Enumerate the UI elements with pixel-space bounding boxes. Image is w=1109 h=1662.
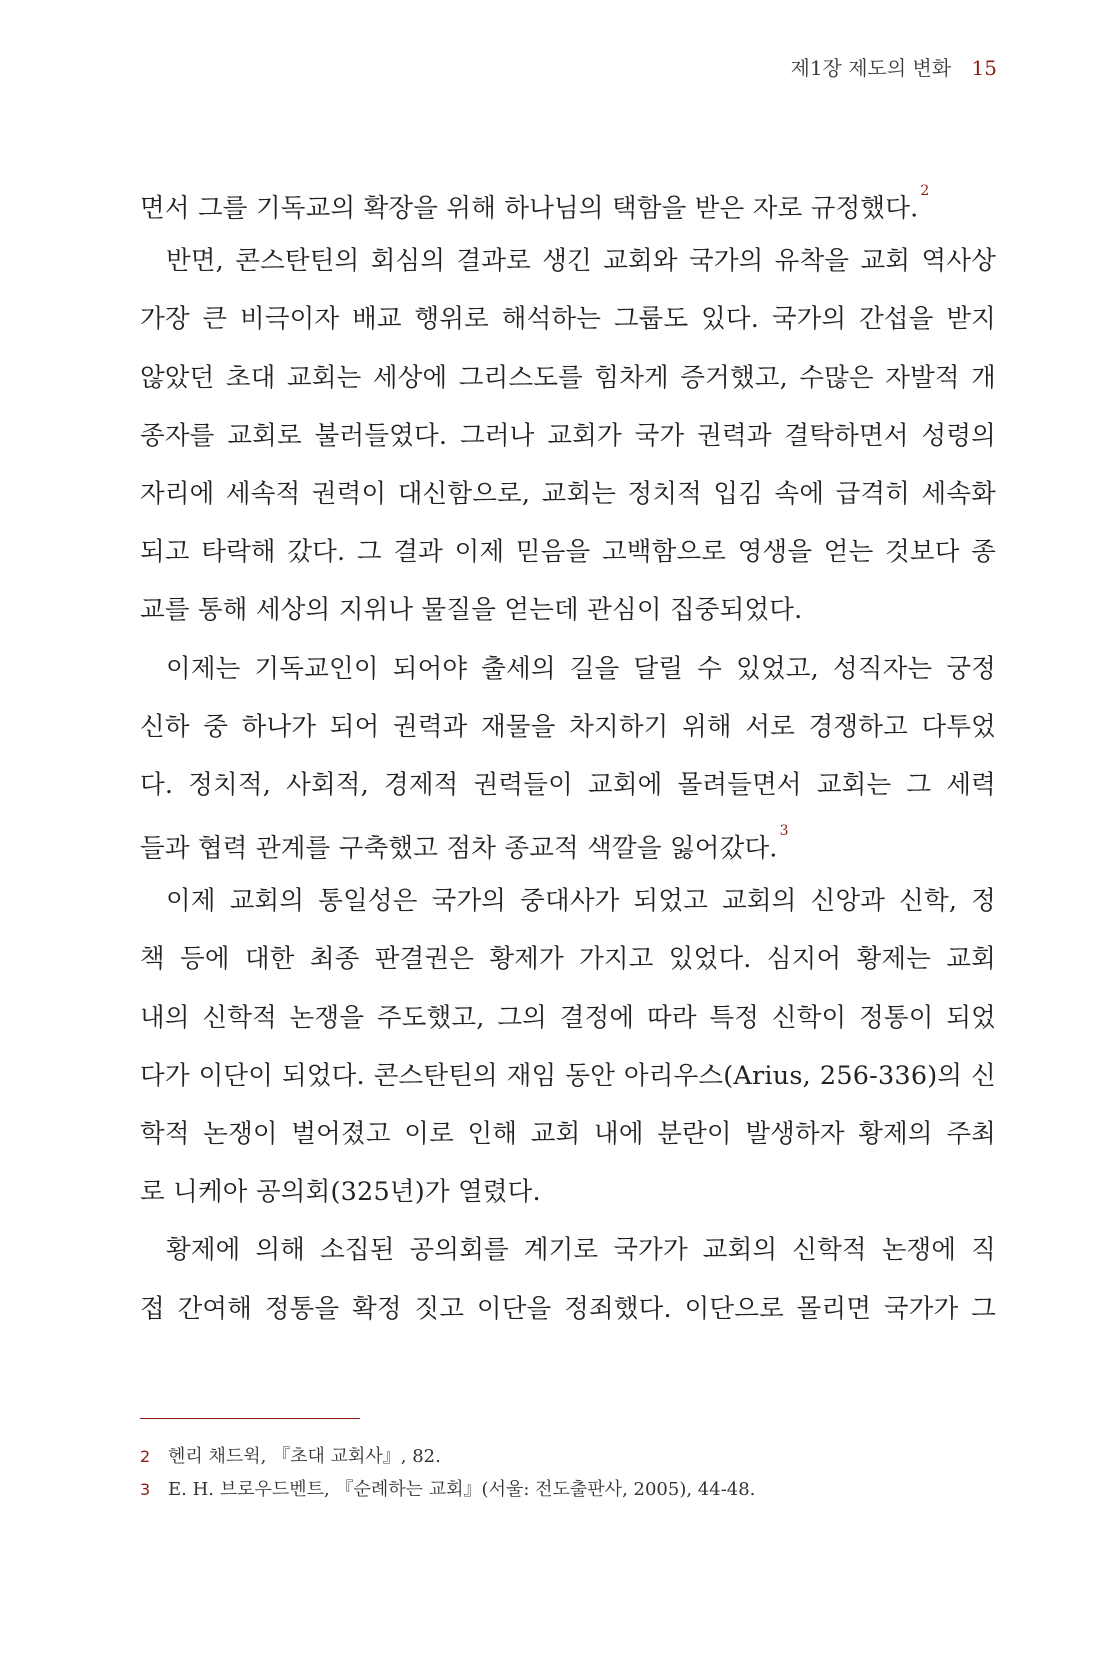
- line-text: 면서 그를 기독교의 확장을 위해 하나님의 택함을 받은 자로 규정했다.: [140, 193, 919, 224]
- footnote-number: 3: [140, 1480, 151, 1499]
- text-line: 책 등에 대한 최종 판결권은 황제가 가지고 있었다. 심지어 황제는 교회: [140, 944, 996, 975]
- text-line: 자리에 세속적 권력이 대신함으로, 교회는 정치적 입김 속에 급격히 세속화: [140, 478, 996, 509]
- footnote-ref[interactable]: 3: [779, 823, 789, 840]
- text-line: 종자를 교회로 불러들였다. 그러나 교회가 국가 권력과 결탁하면서 성령의: [140, 420, 996, 451]
- text-line: 이제는 기독교인이 되어야 출세의 길을 달릴 수 있었고, 성직자는 궁정: [166, 653, 996, 684]
- footnote-divider: [140, 1418, 360, 1419]
- footnotes: [140, 1440, 1000, 1506]
- footnote-text: E. H. 브로우드벤트, 『순례하는 교회』(서울: 전도출판사, 2005), 44-48.: [168, 1479, 756, 1500]
- text-line: 신하 중 하나가 되어 권력과 재물을 차지하기 위해 서로 경쟁하고 다투었: [140, 711, 996, 742]
- text-line: [140, 174, 996, 232]
- body-text: [140, 174, 996, 1338]
- footnote-item: [140, 1440, 1000, 1473]
- text-line: 않았던 초대 교회는 세상에 그리스도를 힘차게 증거했고, 수많은 자발적 개: [140, 362, 996, 393]
- footnote-item: [140, 1473, 1000, 1506]
- footnote-number: 2: [140, 1447, 151, 1466]
- text-line: 이제 교회의 통일성은 국가의 중대사가 되었고 교회의 신앙과 신학, 정: [166, 886, 996, 917]
- text-line: 내의 신학적 논쟁을 주도했고, 그의 결정에 따라 특정 신학이 정통이 되었: [140, 1002, 996, 1033]
- chapter-title: 제1장 제도의 변화: [790, 56, 952, 80]
- page-number: 15: [971, 56, 997, 80]
- text-line: 로 니케아 공의회(325년)가 열렸다.: [140, 1177, 541, 1208]
- text-line: 가장 큰 비극이자 배교 행위로 해석하는 그룹도 있다. 국가의 간섭을 받지: [140, 304, 996, 335]
- text-line: 접 간여해 정통을 확정 짓고 이단을 정죄했다. 이단으로 몰리면 국가가 그: [140, 1293, 996, 1324]
- line-text: 들과 협력 관계를 구축했고 점차 종교적 색깔을 잃어갔다.: [140, 833, 778, 864]
- footnote-text: 헨리 채드윅, 『초대 교회사』, 82.: [168, 1446, 441, 1467]
- text-line: 교를 통해 세상의 지위나 물질을 얻는데 관심이 집중되었다.: [140, 595, 803, 626]
- text-line: [140, 814, 996, 872]
- text-line: 반면, 콘스탄틴의 회심의 결과로 생긴 교회와 국가의 유착을 교회 역사상: [166, 246, 996, 277]
- text-line: 학적 논쟁이 벌어졌고 이로 인해 교회 내에 분란이 발생하자 황제의 주최: [140, 1119, 996, 1149]
- running-header: [791, 52, 998, 81]
- footnote-ref[interactable]: 2: [920, 183, 930, 199]
- text-line: 황제에 의해 소집된 공의회를 계기로 국가가 교회의 신학적 논쟁에 직: [166, 1235, 996, 1266]
- text-line: 다가 이단이 되었다. 콘스탄틴의 재임 동안 아리우스(Arius, 256-336)의 신: [140, 1060, 996, 1091]
- text-line: 되고 타락해 갔다. 그 결과 이제 믿음을 고백함으로 영생을 얻는 것보다 종: [140, 537, 996, 568]
- text-line: 다. 정치적, 사회적, 경제적 권력들이 교회에 몰려들면서 교회는 그 세력: [140, 769, 996, 800]
